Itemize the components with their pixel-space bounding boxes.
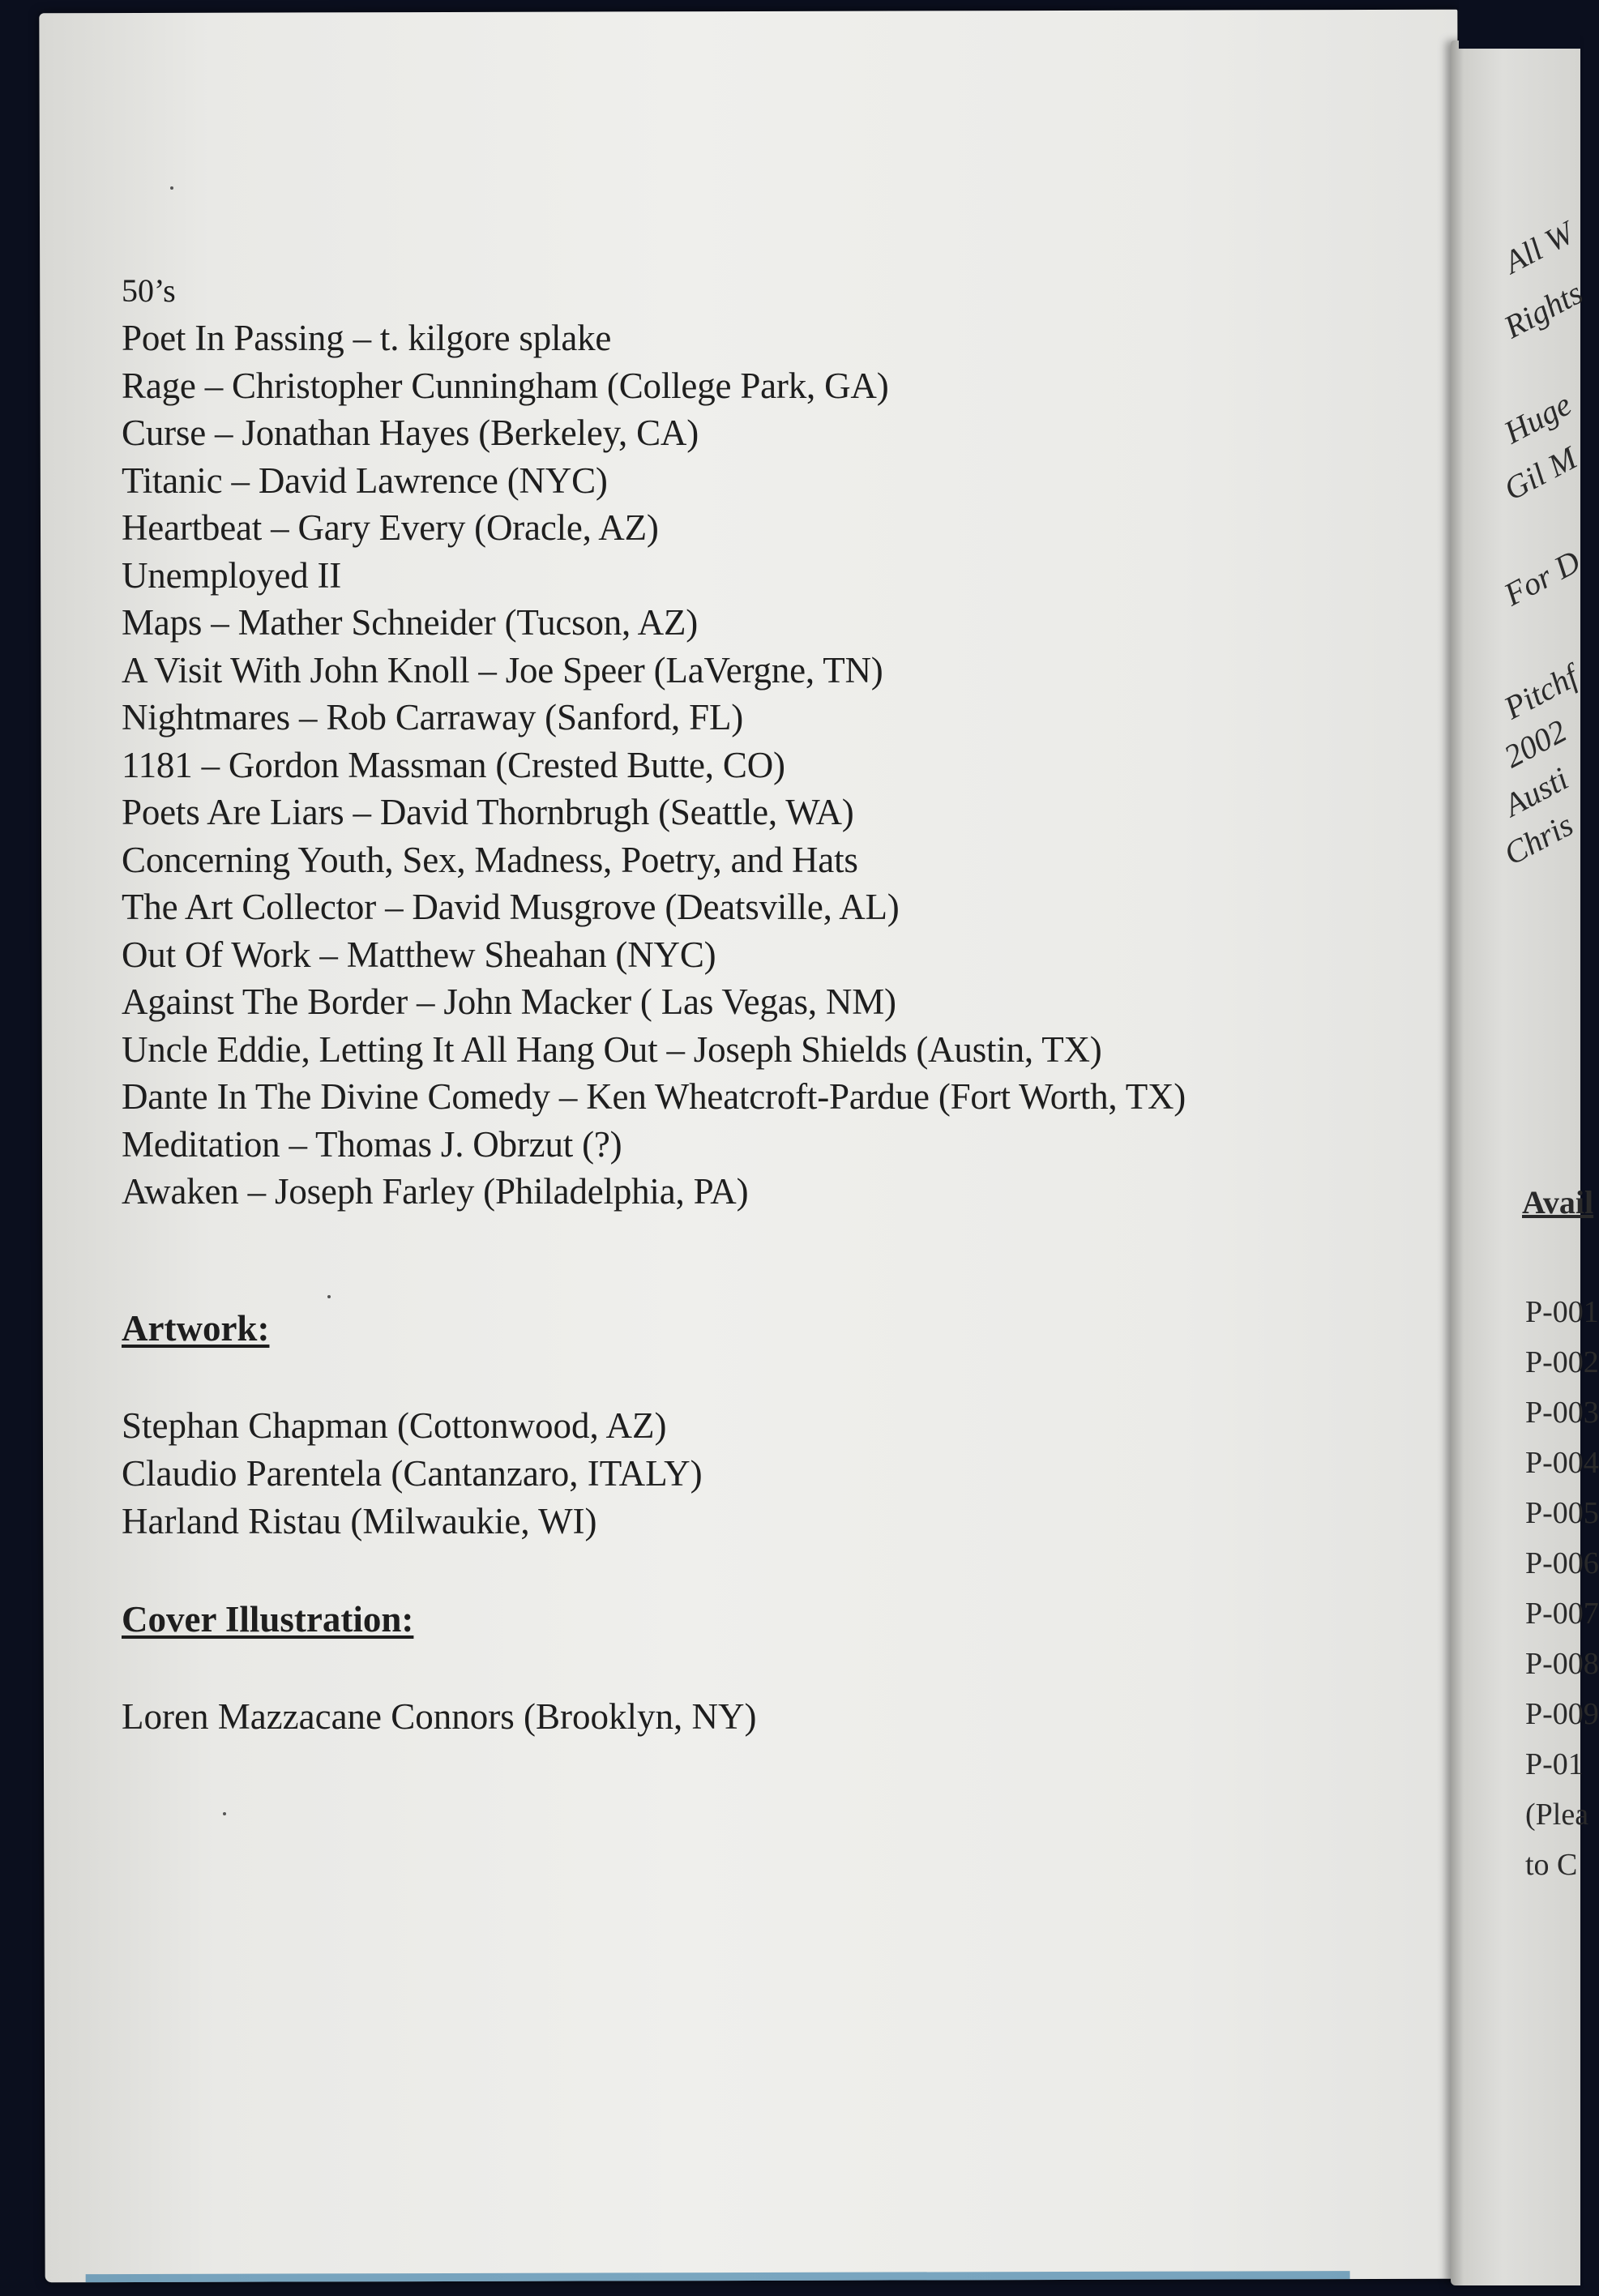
right-page-fragment: Austi (1498, 759, 1575, 824)
contents-item: Awaken – Joseph Farley (Philadelphia, PA) (122, 1171, 749, 1212)
contents-item: Meditation – Thomas J. Obrzut (?) (122, 1123, 622, 1165)
contents-item: A Visit With John Knoll – Joe Speer (LaVergne, TN) (122, 649, 883, 691)
contents-list (122, 314, 1434, 1216)
right-page-code: P-001 (1525, 1295, 1599, 1329)
contents-item: Curse – Jonathan Hayes (Berkeley, CA) (122, 413, 699, 453)
contents-item: Heartbeat – Gary Every (Oracle, AZ) (122, 507, 659, 548)
contents-item: Rage – Christopher Cunningham (College Park, GA) (122, 365, 889, 406)
contents-item: Maps – Mather Schneider (Tucson, AZ) (122, 602, 699, 643)
contents-item: Uncle Eddie, Letting It All Hang Out – Joseph Shields (Austin, TX) (122, 1028, 1102, 1070)
right-page-code-list (1525, 1287, 1599, 1890)
right-page-code: P-002 (1525, 1345, 1599, 1379)
right-page-available-heading: Avail (1522, 1184, 1594, 1221)
contents-item: 1181 – Gordon Massman (Crested Butte, CO) (122, 744, 785, 785)
contents-item: Poet In Passing – t. kilgore splake (122, 318, 612, 358)
right-page-fragment: Chris (1498, 806, 1580, 873)
right-page-fragment: Huge (1498, 385, 1578, 451)
cover-illustration-heading: Cover Illustration: (122, 1598, 414, 1640)
section-heading-50s: 50’s (122, 272, 176, 309)
right-page-fragment: Gil M (1498, 439, 1583, 508)
artwork-artist: Stephan Chapman (Cottonwood, AZ) (122, 1405, 667, 1446)
contents-item: The Art Collector – David Musgrove (Deatsville, AL) (122, 887, 900, 927)
background-corner (1459, 0, 1580, 49)
right-page-fragment: All W (1498, 214, 1580, 281)
right-page-code: P-005 (1525, 1496, 1599, 1530)
paper-speck (170, 186, 173, 190)
right-page-code: P-008 (1525, 1647, 1599, 1681)
artwork-artist: Claudio Parentela (Cantanzaro, ITALY) (122, 1452, 703, 1494)
artwork-heading: Artwork: (122, 1307, 270, 1349)
right-page-fragment: 2002 (1498, 712, 1573, 776)
right-page-code: P-004 (1525, 1446, 1599, 1480)
artwork-artist: Harland Ristau (Milwaukie, WI) (122, 1500, 597, 1541)
right-page-code: P-01 (1525, 1747, 1584, 1781)
contents-item: Against The Border – John Macker ( Las Vegas, NM) (122, 981, 896, 1022)
right-page-code: P-003 (1525, 1396, 1599, 1430)
artwork-artist-list (122, 1402, 1434, 1546)
contents-item: Unemployed II (122, 554, 342, 596)
contents-item: Dante In The Divine Comedy – Ken Wheatcroft-Pardue (Fort Worth, TX) (122, 1076, 1186, 1117)
book-page-right (1451, 41, 1580, 2285)
right-page-fragment: Pitchf (1498, 657, 1584, 727)
contents-item: Nightmares – Rob Carraway (Sanford, FL) (122, 697, 744, 738)
page-edge (86, 2271, 1350, 2282)
right-page-code: to C (1525, 1848, 1578, 1882)
right-page-code: (Plea (1525, 1798, 1589, 1832)
cover-illustration-artist: Loren Mazzacane Connors (Brooklyn, NY) (122, 1695, 757, 1737)
contents-item: Concerning Youth, Sex, Madness, Poetry, and Hats (122, 839, 858, 880)
right-page-code: P-006 (1525, 1546, 1599, 1580)
right-page-fragment: Rights (1498, 274, 1588, 346)
contents-item: Out Of Work – Matthew Sheahan (NYC) (122, 934, 716, 975)
right-page-code: P-007 (1525, 1597, 1599, 1631)
contents-item: Titanic – David Lawrence (NYC) (122, 460, 608, 501)
contents-block (122, 267, 1434, 1777)
right-page-code: P-009 (1525, 1697, 1599, 1731)
contents-item: Poets Are Liars – David Thornbrugh (Seattle, WA) (122, 792, 854, 832)
paper-speck (223, 1812, 226, 1815)
right-page-fragment: For D (1498, 542, 1586, 614)
